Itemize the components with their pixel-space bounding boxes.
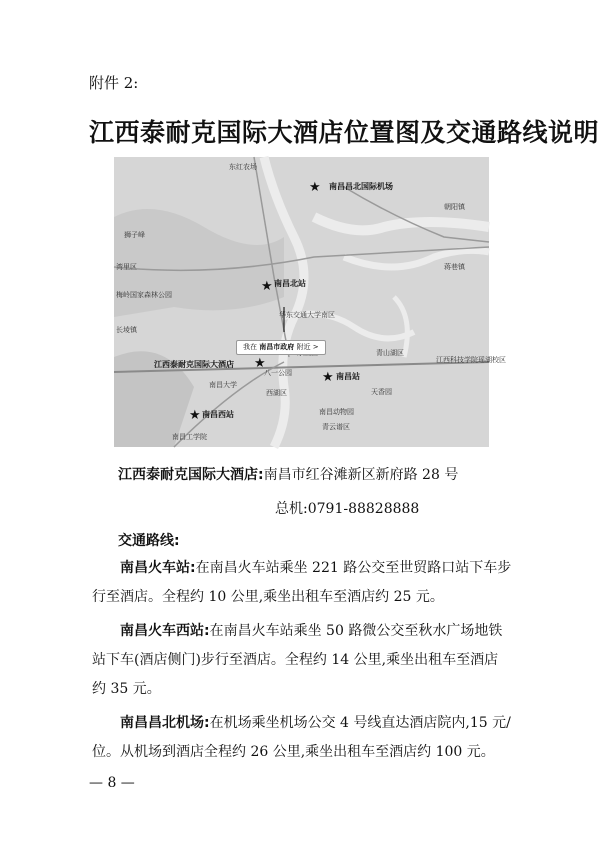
phone-number: 0791-88828888 [307,501,420,517]
map-label-west-station: 南昌西站 [202,410,234,419]
hotel-address-line [118,464,458,484]
map-label-hongcheng: 湾里区 [116,263,137,271]
map-label-tianxiang: 天香园 [371,388,392,396]
airport-star-icon: ★ [309,180,321,195]
map-label-university: 南昌大学 [209,381,237,389]
north-station-star-icon: ★ [261,279,273,294]
map-graphic [114,157,506,447]
route-text: 在南昌火车站乘坐 221 路公交至世贸路口站下车步行至酒店。全程约 10 公里,乘坐出租车至酒店约 25 元。 [92,560,512,605]
map-label-forest: 梅岭国家森林公园 [116,291,172,299]
route-label: 南昌火车站: [120,560,196,576]
phone-label: 总机: [275,501,308,517]
map-location-popup [236,340,326,355]
map-label-lion: 狮子峰 [124,231,145,239]
west-station-star-icon: ★ [189,408,201,423]
map-label-nanchang-station: 南昌站 [336,372,360,381]
map-label-vet: 东红农场 [229,163,257,171]
map-label-zoo: 南昌动物园 [319,408,354,416]
attachment-label: 附件 2: [89,74,139,92]
route-paragraph [92,554,512,612]
traffic-heading: 交通路线: [118,533,180,549]
map-label-tech: 江西科技学院瑶湖校区 [436,356,506,364]
route-text: 在机场乘坐机场公交 4 号线直达酒店院内,15 元/位。从机场到酒店全程约 26 公里,乘坐出租车至酒店约 100 元。 [92,715,511,760]
route-text: 在南昌火车站乘坐 50 路微公交至秋水广场地铁站下车(酒店侧门)步行至酒店。全程约 14 公里,乘坐出租车至酒店约 35 元。 [92,623,503,697]
popup-suffix: 附近 > [296,343,319,351]
map-label-qingshan: 青山湖区 [376,349,404,357]
page-number: — 8 — [89,775,135,791]
route-label: 南昌昌北机场: [120,715,210,731]
map-label-ecjtu: 华东交通大学南区 [279,311,335,319]
hotel-star-icon: ★ [254,356,266,371]
route-paragraph [92,617,512,704]
route-label: 南昌火车西站: [120,623,210,639]
hotel-phone-line [275,498,419,518]
map-label-bayi: 八一公园 [264,369,292,377]
map-label-gongye: 南昌工学院 [172,433,207,441]
map-label-xihu: 西湖区 [266,389,287,397]
map-label-north-station: 南昌北站 [274,279,306,288]
map-label-changling: 长堎镇 [116,326,137,334]
map-label-jiaoqiao: 蒋巷镇 [444,263,465,271]
hotel-address: 南昌市红谷滩新区新府路 28 号 [263,467,459,483]
popup-city: 南昌市政府 [259,343,295,351]
map-label-zhaoyang: 朝阳镇 [444,203,465,211]
map-label-airport: 南昌昌北国际机场 [329,182,393,191]
location-map [114,157,506,447]
popup-prefix: 我在 [243,343,257,351]
map-label-hotel: 江西泰耐克国际大酒店 [154,360,234,369]
route-paragraph [92,709,512,767]
map-label-qingyunpu: 青云谱区 [322,423,350,431]
hotel-name: 江西泰耐克国际大酒店: [118,467,264,483]
page-title: 江西泰耐克国际大酒店位置图及交通路线说明 [89,118,600,147]
nanchang-station-star-icon: ★ [322,370,334,385]
